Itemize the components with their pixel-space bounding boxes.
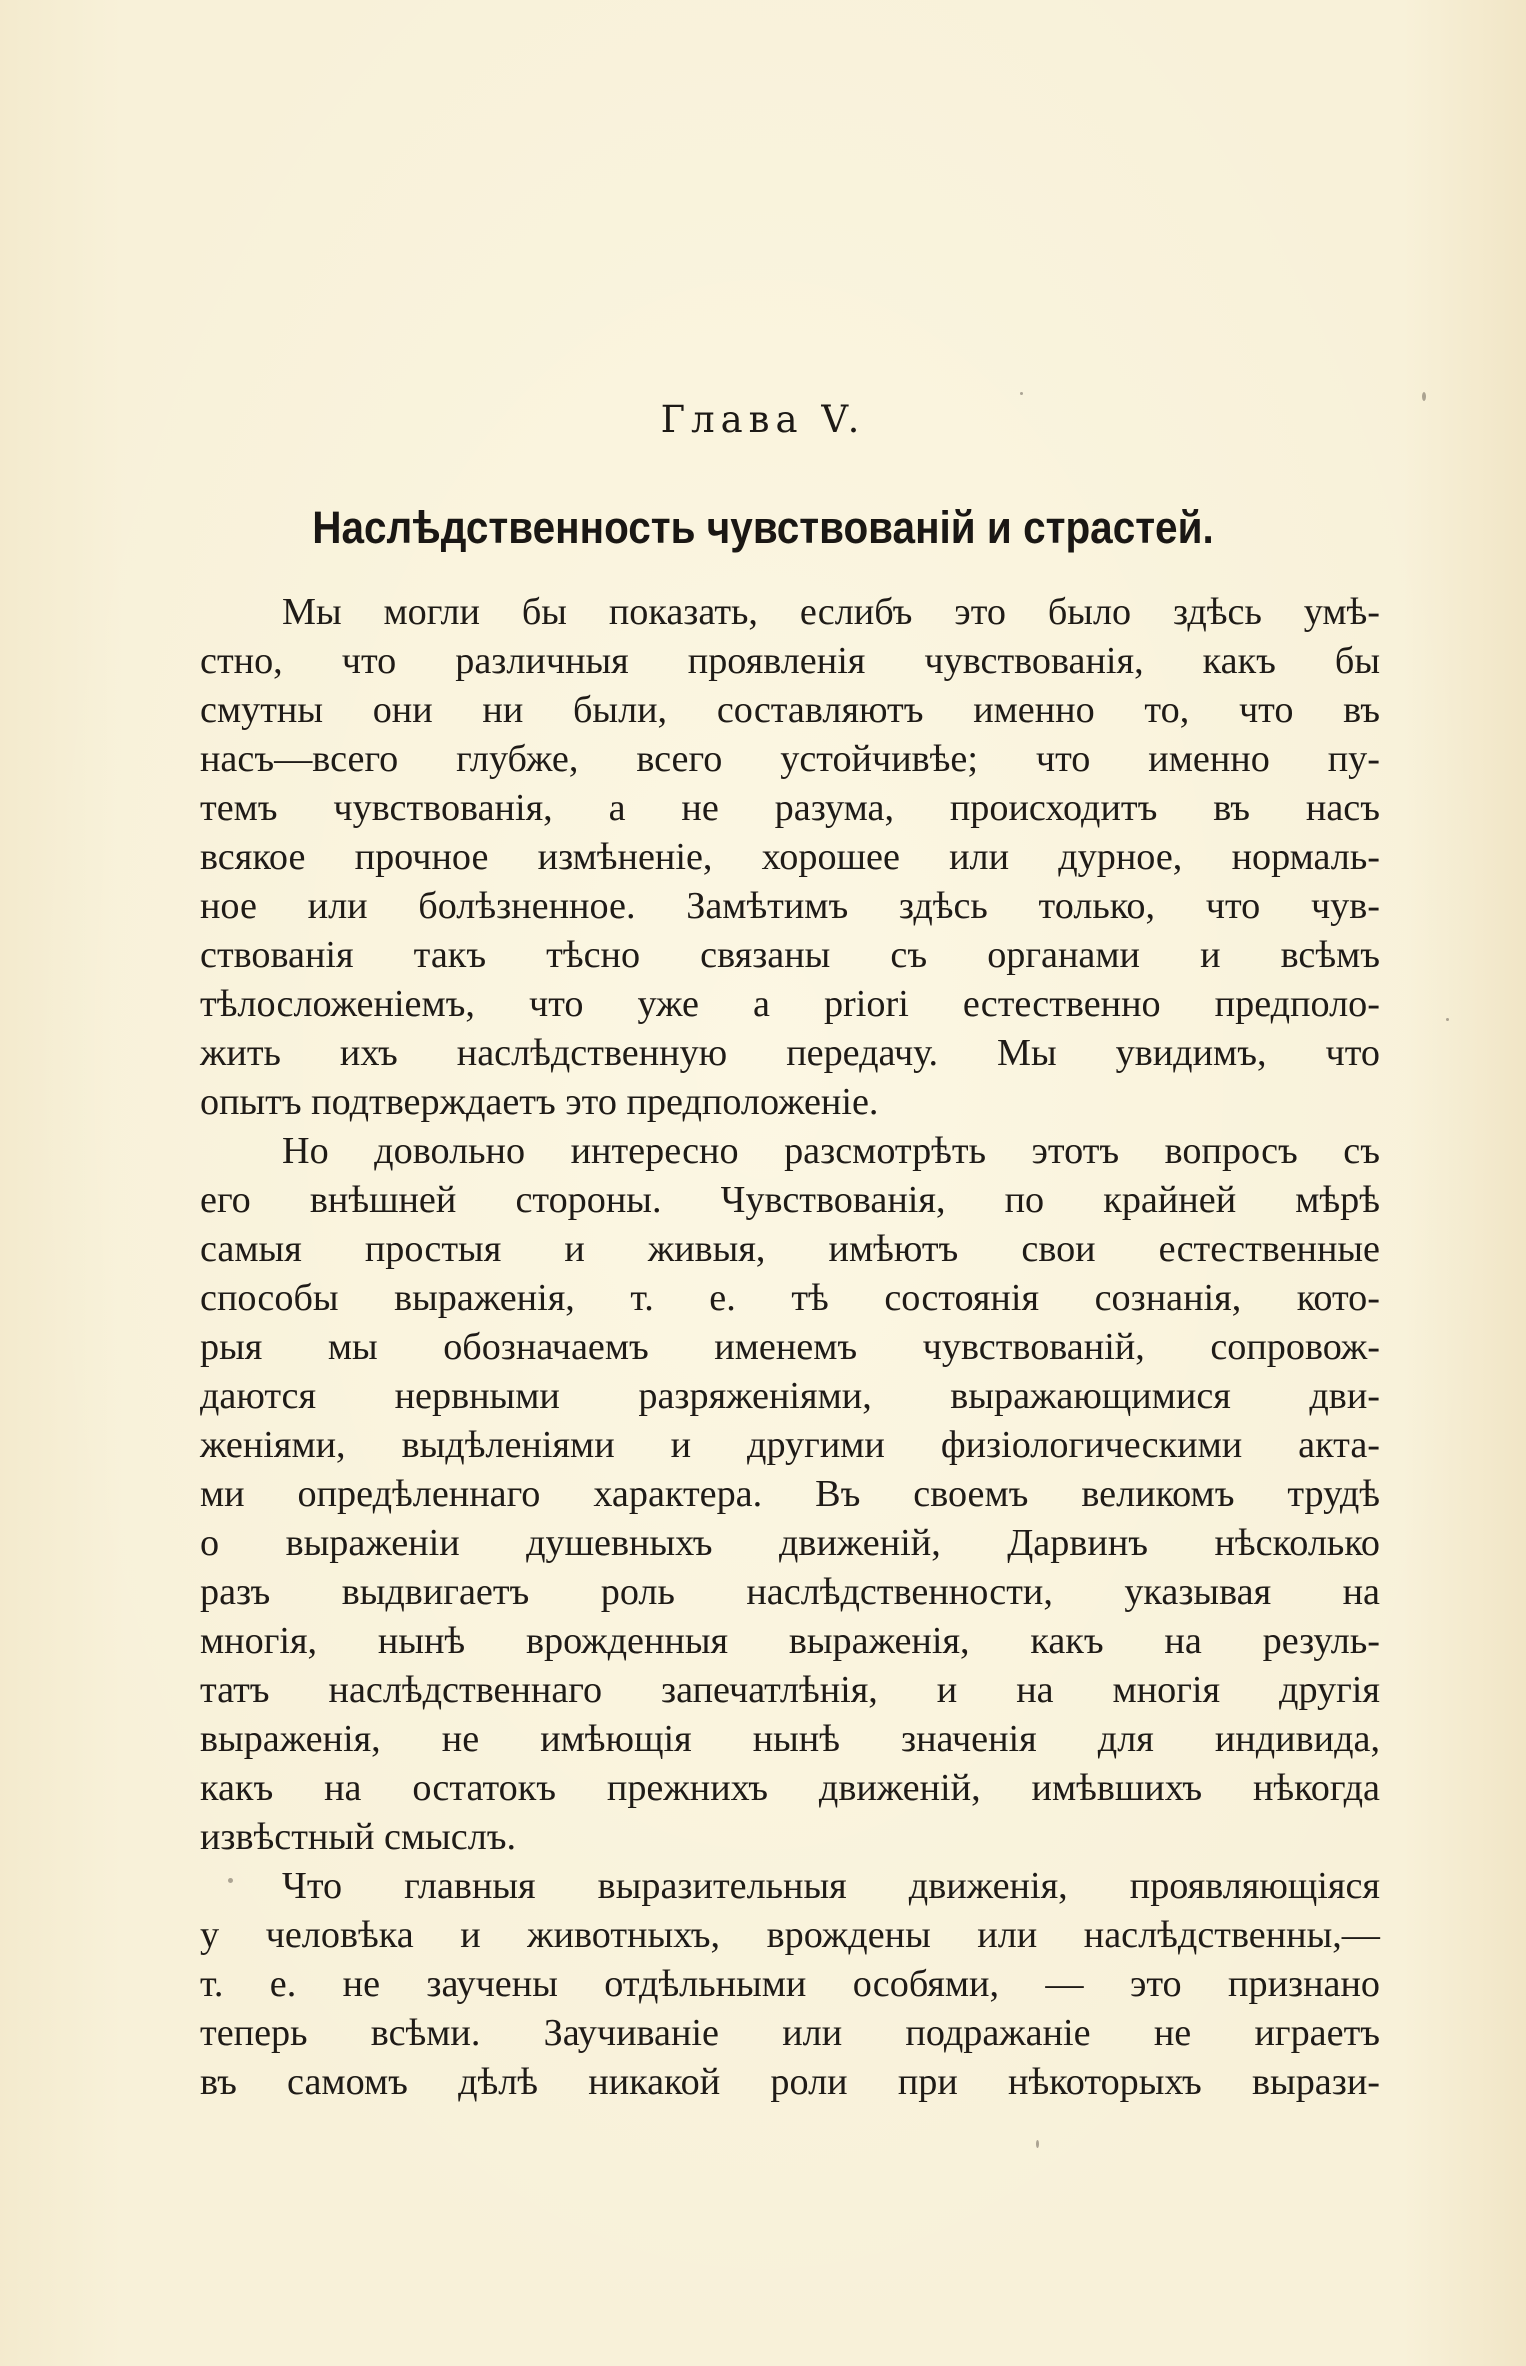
text-line: выраженія, не имѣющія нынѣ значенія для индивида, <box>200 1718 1380 1760</box>
text-line: опытъ подтверждаетъ это предположеніе. <box>200 1081 879 1123</box>
paragraph-3 <box>200 1862 1380 2107</box>
text-line: Но довольно интересно разсмотрѣть этотъ вопросъ съ <box>282 1130 1380 1172</box>
text-line: разъ выдвигаетъ роль наслѣдственности, указывая на <box>200 1571 1380 1613</box>
text-line: рыя мы обозначаемъ именемъ чувствованій, сопровож- <box>200 1326 1380 1368</box>
print-speck <box>1446 1018 1449 1021</box>
chapter-heading: Глава V. <box>660 398 866 441</box>
chapter-title: Наслѣдственность чувствованій и страстей. <box>312 502 1214 553</box>
paragraph-2 <box>200 1127 1380 1862</box>
print-speck <box>1020 392 1023 395</box>
text-line: Мы могли бы показать, еслибъ это было здѣсь умѣ- <box>282 591 1380 633</box>
text-line: жить ихъ наслѣдственную передачу. Мы увидимъ, что <box>200 1032 1380 1074</box>
text-line: извѣстный смыслъ. <box>200 1816 517 1858</box>
text-line: татъ наслѣдственнаго запечатлѣнія, и на многія другія <box>200 1669 1380 1711</box>
text-line: какъ на остатокъ прежнихъ движеній, имѣвшихъ нѣкогда <box>200 1767 1380 1809</box>
text-line: самыя простыя и живыя, имѣютъ свои естественные <box>200 1228 1380 1270</box>
text-line: стно, что различныя проявленія чувствованія, какъ бы <box>200 640 1380 682</box>
text-line: темъ чувствованія, а не разума, происходитъ въ насъ <box>200 787 1380 829</box>
text-line: женіями, выдѣленіями и другими физіологическими акта- <box>200 1424 1380 1466</box>
print-speck <box>228 1878 233 1883</box>
print-speck <box>1422 392 1426 401</box>
text-line: въ самомъ дѣлѣ никакой роли при нѣкоторыхъ вырази- <box>200 2061 1380 2103</box>
text-line: ствованія такъ тѣсно связаны съ органами и всѣмъ <box>200 934 1380 976</box>
text-line: у человѣка и животныхъ, врождены или наслѣдственны,— <box>200 1914 1380 1956</box>
text-line: многія, нынѣ врожденныя выраженія, какъ на резуль- <box>200 1620 1380 1662</box>
text-line: Что главныя выразительныя движенія, проявляющіяся <box>282 1865 1380 1907</box>
text-line: смутны они ни были, составляютъ именно то, что въ <box>200 689 1380 731</box>
text-line: его внѣшней стороны. Чувствованія, по крайней мѣрѣ <box>200 1179 1380 1221</box>
text-line: т. е. не заучены отдѣльными особями, — это признано <box>200 1963 1380 2005</box>
text-line: тѣлосложеніемъ, что уже a priori естественно предполо- <box>200 983 1380 1025</box>
print-speck <box>1036 2140 1039 2148</box>
text-line: способы выраженія, т. е. тѣ состоянія сознанія, кото- <box>200 1277 1380 1319</box>
text-line: о выраженіи душевныхъ движеній, Дарвинъ нѣсколько <box>200 1522 1380 1564</box>
paragraph-1 <box>200 588 1380 1127</box>
text-line: ное или болѣзненное. Замѣтимъ здѣсь только, что чув- <box>200 885 1380 927</box>
page-body-text <box>200 588 1380 2107</box>
text-line: теперь всѣми. Заучиваніе или подражаніе не играетъ <box>200 2012 1380 2054</box>
text-line: ми опредѣленнаго характера. Въ своемъ великомъ трудѣ <box>200 1473 1380 1515</box>
text-line: даются нервными разряженіями, выражающимися дви- <box>200 1375 1380 1417</box>
text-line: насъ—всего глубже, всего устойчивѣе; что именно пу- <box>200 738 1380 780</box>
text-line: всякое прочное измѣненіе, хорошее или дурное, нормаль- <box>200 836 1380 878</box>
